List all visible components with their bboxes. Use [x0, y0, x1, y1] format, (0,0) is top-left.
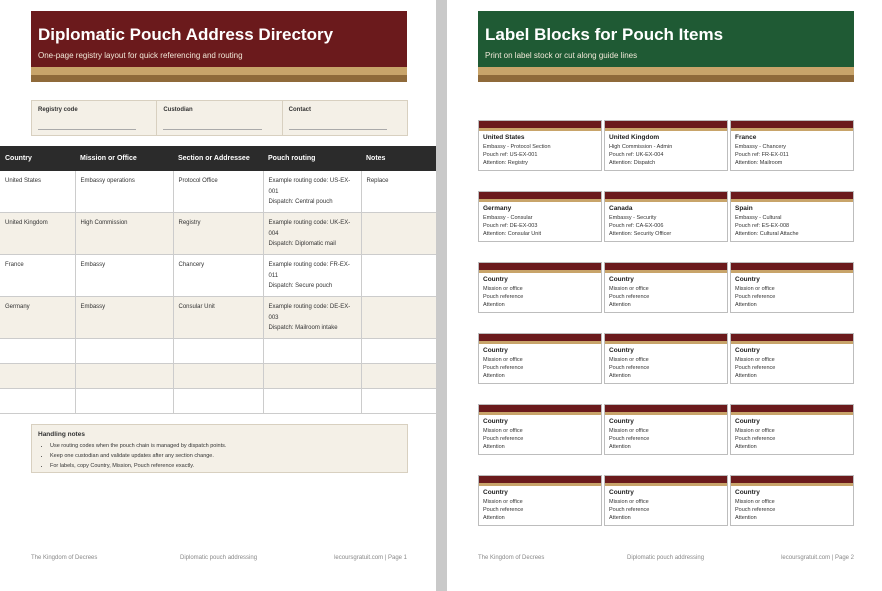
- label-band-maroon: [731, 476, 853, 483]
- label-attention: Attention: [609, 302, 631, 308]
- label-block[interactable]: [478, 191, 602, 242]
- list-item: • Use routing codes when the pouch chain is managed by dispatch points.: [50, 441, 226, 451]
- col-header-country: Country: [0, 146, 75, 171]
- custodian-label: Custodian: [163, 107, 193, 113]
- table-row: [0, 171, 436, 213]
- label-attention: Attention: Consular Unit: [483, 231, 542, 237]
- label-country: Country: [483, 489, 508, 496]
- list-item: • Keep one custodian and validate updates after any section change.: [50, 451, 226, 461]
- table-row: [0, 213, 436, 255]
- label-pouch-ref: Pouch reference: [735, 294, 776, 300]
- routing-code: Example routing code: US-EX-001: [268, 178, 351, 195]
- cell-notes: [361, 213, 436, 255]
- label-block[interactable]: [604, 333, 728, 384]
- label-band-gold: [605, 483, 727, 486]
- label-pouch-ref: Pouch ref: FR-EX-011: [735, 152, 789, 158]
- label-pouch-ref: Pouch reference: [609, 436, 650, 442]
- custodian-line: [163, 129, 261, 130]
- label-country: United Kingdom: [609, 134, 660, 141]
- cell-mission: Embassy operations: [75, 171, 173, 213]
- contact-line: [289, 129, 387, 130]
- label-attention: Attention: Registry: [483, 160, 528, 166]
- label-country: France: [735, 134, 757, 141]
- label-pouch-ref: Pouch reference: [609, 507, 650, 513]
- page-gutter: [436, 0, 447, 591]
- label-mission: Mission or office: [735, 286, 775, 292]
- page-1-subtitle: One-page registry layout for quick referencing and routing: [38, 51, 243, 60]
- header-stripe-brown: [31, 75, 407, 82]
- label-mission: Mission or office: [483, 357, 523, 363]
- routing-code: Example routing code: FR-EX-011: [268, 262, 350, 279]
- label-block[interactable]: [730, 191, 854, 242]
- routing-dispatch: Dispatch: Secure pouch: [268, 283, 333, 289]
- label-band-gold: [605, 341, 727, 344]
- label-pouch-ref: Pouch ref: UK-EX-004: [609, 152, 664, 158]
- label-block[interactable]: [604, 120, 728, 171]
- label-mission: Mission or office: [735, 428, 775, 434]
- page-2-title: Label Blocks for Pouch Items: [485, 25, 724, 44]
- label-block[interactable]: [730, 333, 854, 384]
- label-block[interactable]: [604, 404, 728, 455]
- label-pouch-ref: Pouch reference: [483, 436, 524, 442]
- label-row: [478, 120, 854, 171]
- label-mission: Mission or office: [609, 428, 649, 434]
- handling-notes-title: Handling notes: [38, 431, 85, 438]
- label-attention: Attention: [609, 373, 631, 379]
- handling-notes-list: [38, 441, 226, 471]
- label-pouch-ref: Pouch reference: [609, 294, 650, 300]
- col-header-mission: Mission or Office: [75, 146, 173, 171]
- routing-code: Example routing code: DE-EX-003: [268, 304, 351, 321]
- label-attention: Attention: Cultural Attache: [735, 231, 799, 237]
- label-band-maroon: [605, 476, 727, 483]
- label-attention: Attention: [483, 515, 505, 521]
- label-band-gold: [479, 341, 601, 344]
- registry-code-field[interactable]: [32, 101, 157, 135]
- header-stripe-gold: [478, 67, 854, 75]
- label-mission: Embassy - Protocol Section: [483, 144, 551, 150]
- header-stripe-gold: [31, 67, 407, 75]
- label-row: [478, 475, 854, 526]
- registry-box: [31, 100, 408, 136]
- custodian-field[interactable]: [157, 101, 282, 135]
- directory-table: [0, 146, 436, 414]
- page-2-subtitle: Print on label stock or cut along guide lines: [485, 51, 638, 60]
- label-row: [478, 333, 854, 384]
- label-country: Spain: [735, 205, 753, 212]
- label-country: Country: [483, 347, 508, 354]
- label-band-maroon: [605, 263, 727, 270]
- label-band-gold: [479, 199, 601, 202]
- label-band-gold: [479, 483, 601, 486]
- cell-country: Germany: [0, 297, 75, 339]
- cell-routing: [263, 171, 361, 213]
- label-country: Country: [609, 489, 634, 496]
- label-block[interactable]: [478, 404, 602, 455]
- label-attention: Attention: [483, 302, 505, 308]
- footer-mid: Diplomatic pouch addressing: [180, 555, 258, 561]
- label-country: Canada: [609, 205, 633, 212]
- label-band-maroon: [731, 263, 853, 270]
- label-mission: Embassy - Security: [609, 215, 657, 221]
- label-mission: Mission or office: [735, 499, 775, 505]
- label-mission: Mission or office: [483, 286, 523, 292]
- label-block[interactable]: [478, 262, 602, 313]
- label-country: United States: [483, 134, 525, 141]
- contact-label: Contact: [288, 107, 311, 113]
- cell-routing: [263, 297, 361, 339]
- cell-country: United States: [0, 171, 75, 213]
- label-band-maroon: [731, 405, 853, 412]
- label-block[interactable]: [730, 475, 854, 526]
- label-pouch-ref: Pouch ref: CA-EX-006: [609, 223, 664, 229]
- label-pouch-ref: Pouch reference: [483, 365, 524, 371]
- label-mission: Embassy - Chancery: [735, 144, 787, 150]
- label-band-gold: [479, 128, 601, 131]
- label-attention: Attention: Security Officer: [609, 231, 672, 237]
- label-band-maroon: [479, 334, 601, 341]
- routing-code: Example routing code: UK-EX-004: [268, 220, 351, 237]
- label-attention: Attention: Mailroom: [735, 160, 783, 166]
- label-country: Country: [735, 418, 760, 425]
- label-block[interactable]: [478, 475, 602, 526]
- label-country: Country: [735, 276, 760, 283]
- label-band-gold: [731, 483, 853, 486]
- label-pouch-ref: Pouch reference: [735, 365, 776, 371]
- page-1: [0, 0, 436, 591]
- header-stripe-brown: [478, 75, 854, 82]
- label-band-maroon: [605, 334, 727, 341]
- label-band-maroon: [731, 121, 853, 128]
- label-pouch-ref: Pouch ref: US-EX-001: [483, 152, 538, 158]
- footer-right: lecoursgratuit.com | Page 2: [781, 555, 854, 561]
- label-pouch-ref: Pouch reference: [483, 507, 524, 513]
- cell-routing: [263, 213, 361, 255]
- registry-code-label: Registry code: [38, 107, 78, 113]
- label-country: Country: [609, 418, 634, 425]
- cell-notes: [361, 297, 436, 339]
- cell-mission: High Commission: [75, 213, 173, 255]
- label-band-maroon: [479, 476, 601, 483]
- label-row: [478, 404, 854, 455]
- label-country: Country: [609, 347, 634, 354]
- label-band-gold: [731, 341, 853, 344]
- label-attention: Attention: [735, 515, 757, 521]
- label-attention: Attention: [735, 373, 757, 379]
- footer-right: lecoursgratuit.com | Page 1: [334, 555, 407, 561]
- cell-country: France: [0, 255, 75, 297]
- label-band-gold: [605, 199, 727, 202]
- label-pouch-ref: Pouch ref: ES-EX-008: [735, 223, 790, 229]
- cell-section: Registry: [173, 213, 263, 255]
- label-band-maroon: [479, 192, 601, 199]
- footer-left: The Kingdom of Decrees: [31, 555, 98, 561]
- label-pouch-ref: Pouch reference: [735, 507, 776, 513]
- cell-section: Chancery: [173, 255, 263, 297]
- label-pouch-ref: Pouch reference: [483, 294, 524, 300]
- cell-mission: Embassy: [75, 297, 173, 339]
- page-2-header: [478, 11, 854, 67]
- label-block[interactable]: [604, 191, 728, 242]
- label-attention: Attention: [483, 444, 505, 450]
- routing-dispatch: Dispatch: Diplomatic mail: [268, 241, 336, 247]
- label-block[interactable]: [730, 404, 854, 455]
- label-band-maroon: [731, 192, 853, 199]
- routing-dispatch: Dispatch: Central pouch: [268, 199, 333, 205]
- cell-notes: Replace: [361, 171, 436, 213]
- label-band-gold: [731, 270, 853, 273]
- label-band-maroon: [479, 263, 601, 270]
- table-row: [0, 297, 436, 339]
- label-band-maroon: [479, 405, 601, 412]
- label-block[interactable]: [730, 120, 854, 171]
- label-block[interactable]: [604, 475, 728, 526]
- table-header-row: [0, 146, 436, 171]
- col-header-section: Section or Addressee: [173, 146, 263, 171]
- label-band-gold: [605, 270, 727, 273]
- label-row: [478, 191, 854, 242]
- label-attention: Attention: [735, 302, 757, 308]
- label-mission: Mission or office: [609, 357, 649, 363]
- label-country: Germany: [483, 205, 512, 212]
- cell-mission: Embassy: [75, 255, 173, 297]
- label-band-gold: [731, 128, 853, 131]
- handling-notes-box: [31, 424, 408, 473]
- label-mission: Embassy - Consular: [483, 215, 533, 221]
- label-band-maroon: [479, 121, 601, 128]
- label-mission: Mission or office: [735, 357, 775, 363]
- label-mission: Mission or office: [483, 499, 523, 505]
- label-country: Country: [609, 276, 634, 283]
- label-country: Country: [483, 418, 508, 425]
- cell-notes: [361, 255, 436, 297]
- label-block[interactable]: [478, 120, 602, 171]
- empty-table-row[interactable]: [0, 364, 436, 389]
- label-mission: Mission or office: [483, 428, 523, 434]
- label-country: Country: [735, 489, 760, 496]
- label-block[interactable]: [604, 262, 728, 313]
- label-band-gold: [731, 199, 853, 202]
- contact-field[interactable]: [283, 101, 407, 135]
- label-pouch-ref: Pouch ref: DE-EX-003: [483, 223, 538, 229]
- list-item: • For labels, copy Country, Mission, Pouch reference exactly.: [50, 461, 226, 471]
- label-country: Country: [483, 276, 508, 283]
- label-attention: Attention: [609, 444, 631, 450]
- label-mission: Mission or office: [609, 499, 649, 505]
- label-country: Country: [735, 347, 760, 354]
- routing-dispatch: Dispatch: Mailroom intake: [268, 325, 338, 331]
- label-band-maroon: [731, 334, 853, 341]
- col-header-notes: Notes: [361, 146, 436, 171]
- label-band-gold: [479, 270, 601, 273]
- empty-table-row[interactable]: [0, 389, 436, 414]
- label-pouch-ref: Pouch reference: [735, 436, 776, 442]
- label-mission: Embassy - Cultural: [735, 215, 782, 221]
- label-attention: Attention: [735, 444, 757, 450]
- cell-section: Consular Unit: [173, 297, 263, 339]
- table-row: [0, 255, 436, 297]
- footer-mid: Diplomatic pouch addressing: [627, 555, 705, 561]
- label-band-gold: [605, 412, 727, 415]
- label-attention: Attention: [609, 515, 631, 521]
- label-mission: High Commission - Admin: [609, 144, 673, 150]
- label-mission: Mission or office: [609, 286, 649, 292]
- page-1-title: Diplomatic Pouch Address Directory: [38, 25, 334, 44]
- empty-table-row[interactable]: [0, 339, 436, 364]
- col-header-routing: Pouch routing: [263, 146, 361, 171]
- cell-section: Protocol Office: [173, 171, 263, 213]
- page-2: [447, 0, 882, 591]
- label-block[interactable]: [730, 262, 854, 313]
- label-band-maroon: [605, 405, 727, 412]
- label-band-maroon: [605, 121, 727, 128]
- label-pouch-ref: Pouch reference: [609, 365, 650, 371]
- registry-code-line: [38, 129, 136, 130]
- label-band-maroon: [605, 192, 727, 199]
- label-attention: Attention: Dispatch: [609, 160, 656, 166]
- cell-country: United Kingdom: [0, 213, 75, 255]
- label-band-gold: [731, 412, 853, 415]
- label-band-gold: [479, 412, 601, 415]
- page-1-header: [31, 11, 407, 67]
- label-attention: Attention: [483, 373, 505, 379]
- cell-routing: [263, 255, 361, 297]
- label-row: [478, 262, 854, 313]
- label-block[interactable]: [478, 333, 602, 384]
- label-band-gold: [605, 128, 727, 131]
- footer-left: The Kingdom of Decrees: [478, 555, 545, 561]
